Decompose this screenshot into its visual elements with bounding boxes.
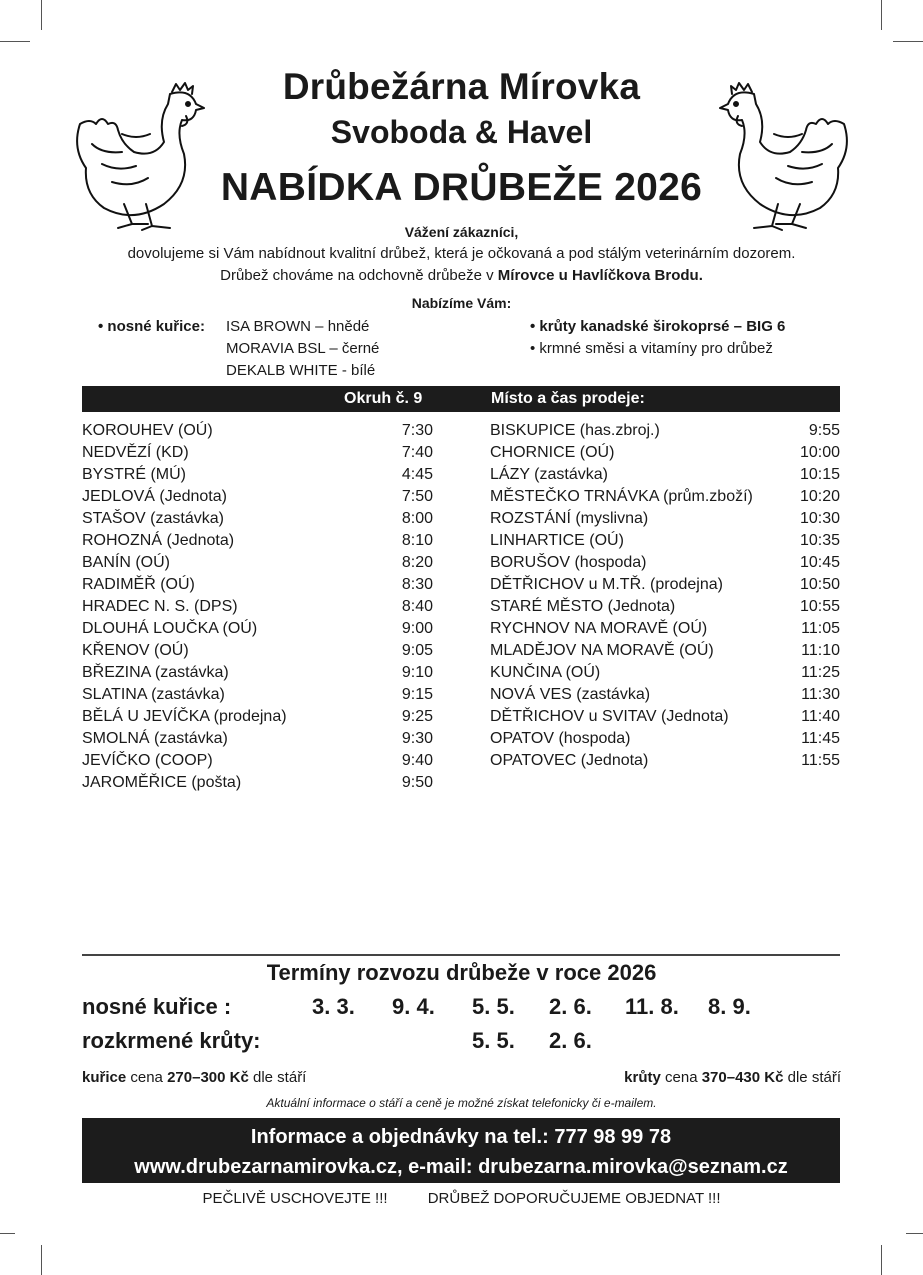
stop-place: LÁZY (zastávka) <box>490 466 608 483</box>
route-stop <box>490 574 840 596</box>
stop-place: BISKUPICE (has.zbroj.) <box>490 422 660 439</box>
stop-time: 9:05 <box>401 642 433 659</box>
route-stop <box>82 486 433 508</box>
stop-time: 4:45 <box>401 466 433 483</box>
stop-place: DĚTŘICHOV u M.TŘ. (prodejna) <box>490 576 723 593</box>
route-stop <box>82 772 433 794</box>
company-owners: Svoboda & Havel <box>330 114 593 150</box>
footer-keep-notice: PEČLIVĚ USCHOVEJTE !!! <box>202 1190 388 1207</box>
stop-place: JEVÍČKO (COOP) <box>82 752 213 769</box>
contact-phone: Informace a objednávky na tel.: 777 98 99 78 <box>250 1126 672 1148</box>
route-stop <box>490 486 840 508</box>
crop-mark <box>0 1233 15 1234</box>
route-stop <box>490 684 840 706</box>
schedule-hens-label: nosné kuřice : <box>82 994 232 1019</box>
route-stop <box>82 728 433 750</box>
stop-place: STAŠOV (zastávka) <box>82 510 224 527</box>
crop-mark <box>881 1245 882 1275</box>
price-hens-name: kuřice <box>82 1069 127 1086</box>
stop-time: 10:45 <box>799 554 840 571</box>
stop-place: MLADĚJOV NA MORAVĚ (OÚ) <box>490 642 714 659</box>
stop-place: KUNČINA (OÚ) <box>490 664 601 681</box>
section-divider <box>82 954 840 956</box>
stop-place: KOROUHEV (OÚ) <box>82 422 213 439</box>
crop-mark <box>906 1233 923 1234</box>
route-stop <box>490 750 840 772</box>
stop-time: 11:25 <box>801 664 840 681</box>
schedule-date: 5. 5. <box>472 994 515 1019</box>
stop-place: DLOUHÁ LOUČKA (OÚ) <box>82 620 258 637</box>
stop-place: NOVÁ VES (zastávka) <box>490 686 651 703</box>
intro-location <box>0 267 923 284</box>
contact-web-email: www.drubezarnamirovka.cz, e-mail: drubezarna.mirovka@seznam.cz <box>134 1156 788 1178</box>
place-time-label: Místo a čas prodeje: <box>491 390 645 407</box>
stop-time: 10:15 <box>799 466 840 483</box>
stop-time: 9:55 <box>808 422 840 439</box>
offer-title: Nabízíme Vám: <box>411 295 512 311</box>
stop-time: 8:30 <box>401 576 433 593</box>
schedule-turkeys-row <box>82 1028 842 1058</box>
route-stop <box>490 552 840 574</box>
stop-place: DĚTŘICHOV u SVITAV (Jednota) <box>490 708 729 725</box>
route-stop <box>82 420 433 442</box>
stop-time: 10:00 <box>799 444 840 461</box>
stop-time: 7:30 <box>401 422 433 439</box>
stop-time: 11:10 <box>801 642 840 659</box>
schedule-title: Termíny rozvozu drůbeže v roce 2026 <box>266 960 657 985</box>
stop-place: STARÉ MĚSTO (Jednota) <box>490 598 676 615</box>
page-title: NABÍDKA DRŮBEŽE 2026 <box>220 166 703 209</box>
price-turkeys-suffix: dle stáří <box>783 1069 841 1086</box>
stop-place: BANÍN (OÚ) <box>82 554 170 571</box>
stop-place: BORUŠOV (hospoda) <box>490 554 647 571</box>
route-stop <box>82 596 433 618</box>
stop-place: RYCHNOV NA MORAVĚ (OÚ) <box>490 620 708 637</box>
route-stop <box>82 552 433 574</box>
price-hens-value: 270–300 Kč <box>167 1069 249 1086</box>
stop-place: MĚSTEČKO TRNÁVKA (prům.zboží) <box>490 488 753 505</box>
stop-time: 9:25 <box>401 708 433 725</box>
stop-place: ROHOZNÁ (Jednota) <box>82 532 235 549</box>
greeting: Vážení zákazníci, <box>404 224 519 240</box>
crop-mark <box>893 41 923 42</box>
intro-location-prefix: Drůbež chováme na odchovně drůbeže v <box>220 267 498 284</box>
schedule-hens-row <box>82 994 842 1024</box>
price-turkeys-mid: cena <box>660 1069 702 1086</box>
route-list-right <box>490 420 840 772</box>
stop-place: BŘEZINA (zastávka) <box>82 664 229 681</box>
route-stop <box>490 662 840 684</box>
route-stop <box>490 508 840 530</box>
price-turkeys-value: 370–430 Kč <box>701 1069 784 1086</box>
route-stop <box>82 640 433 662</box>
route-stop <box>82 442 433 464</box>
stop-time: 8:10 <box>401 532 433 549</box>
stop-time: 11:55 <box>801 752 840 769</box>
schedule-date: 8. 9. <box>708 994 751 1019</box>
stop-place: HRADEC N. S. (DPS) <box>82 598 238 615</box>
offer-hen-breed: DEKALB WHITE - bílé <box>226 362 376 379</box>
schedule-date: 3. 3. <box>312 994 355 1019</box>
intro-location-place: Mírovce u Havlíčkova Brodu. <box>497 267 703 284</box>
stop-place: ROZSTÁNÍ (myslivna) <box>490 510 649 527</box>
offer-hen-breed: MORAVIA BSL – černé <box>226 340 380 357</box>
offer-hen-breed: ISA BROWN – hnědé <box>226 318 370 335</box>
crop-mark <box>881 0 882 30</box>
stop-time: 9:40 <box>401 752 433 769</box>
stop-time: 10:20 <box>799 488 840 505</box>
route-stop <box>82 684 433 706</box>
route-stop <box>490 728 840 750</box>
stop-time: 8:00 <box>401 510 433 527</box>
stop-place: LINHARTICE (OÚ) <box>490 532 624 549</box>
stop-time: 11:40 <box>801 708 840 725</box>
route-list-left <box>82 420 433 794</box>
footer-order-notice: DRŮBEŽ DOPORUČUJEME OBJEDNAT !!! <box>427 1190 721 1207</box>
stop-time: 8:20 <box>401 554 433 571</box>
stop-time: 9:10 <box>401 664 433 681</box>
offer-turkeys: • krůty kanadské širokoprsé – BIG 6 <box>530 318 786 335</box>
schedule-date: 5. 5. <box>472 1028 515 1053</box>
route-stop <box>490 464 840 486</box>
route-stop <box>490 618 840 640</box>
stop-place: JAROMĚŘICE (pošta) <box>82 774 242 791</box>
offer-hens-list <box>226 316 379 382</box>
route-stop <box>82 530 433 552</box>
stop-place: NEDVĚZÍ (KD) <box>82 444 189 461</box>
stop-time: 10:50 <box>799 576 840 593</box>
stop-place: BĚLÁ U JEVÍČKA (prodejna) <box>82 708 287 725</box>
schedule-turkeys-label: rozkrmené krůty: <box>82 1028 261 1053</box>
price-turkeys <box>624 1069 841 1086</box>
route-stop <box>490 706 840 728</box>
price-hens-suffix: dle stáří <box>248 1069 307 1086</box>
stop-place: OPATOV (hospoda) <box>490 730 631 747</box>
price-hens <box>82 1069 306 1086</box>
schedule-date: 9. 4. <box>392 994 435 1019</box>
offer-hens-label: • nosné kuřice: <box>98 318 205 335</box>
route-stop <box>490 640 840 662</box>
stop-time: 9:00 <box>401 620 433 637</box>
stop-place: BYSTRÉ (MÚ) <box>82 466 186 483</box>
route-stop <box>82 662 433 684</box>
stop-time: 11:45 <box>801 730 840 747</box>
route-stop <box>490 442 840 464</box>
schedule-date: 2. 6. <box>549 1028 592 1053</box>
route-stop <box>82 508 433 530</box>
stop-time: 9:15 <box>401 686 433 703</box>
route-stop <box>490 420 840 442</box>
stop-time: 10:30 <box>799 510 840 527</box>
route-stop <box>490 596 840 618</box>
stop-time: 8:40 <box>401 598 433 615</box>
footer <box>0 1190 923 1207</box>
stop-time: 11:30 <box>801 686 840 703</box>
stop-place: RADIMĚŘ (OÚ) <box>82 576 195 593</box>
route-stop <box>82 464 433 486</box>
stop-place: CHORNICE (OÚ) <box>490 444 615 461</box>
offer-feed: • krmné směsi a vitamíny pro drůbež <box>530 340 773 357</box>
stop-time: 9:50 <box>401 774 433 791</box>
stop-time: 9:30 <box>401 730 433 747</box>
contact-bar <box>82 1118 840 1183</box>
price-turkeys-name: krůty <box>624 1069 661 1086</box>
stop-place: OPATOVEC (Jednota) <box>490 752 649 769</box>
stop-place: JEDLOVÁ (Jednota) <box>82 488 227 505</box>
crop-mark <box>0 41 30 42</box>
route-label: Okruh č. 9 <box>344 390 423 407</box>
route-stop <box>490 530 840 552</box>
route-stop <box>82 618 433 640</box>
route-header-bar <box>82 386 840 412</box>
price-hens-mid: cena <box>126 1069 168 1086</box>
route-stop <box>82 574 433 596</box>
route-stop <box>82 706 433 728</box>
schedule-date: 2. 6. <box>549 994 592 1019</box>
stop-place: SMOLNÁ (zastávka) <box>82 730 228 747</box>
stop-time: 10:35 <box>799 532 840 549</box>
crop-mark <box>41 0 42 30</box>
stop-place: SLATINA (zastávka) <box>82 686 225 703</box>
schedule-date: 11. 8. <box>625 994 679 1019</box>
stop-place: KŘENOV (OÚ) <box>82 642 189 659</box>
stop-time: 11:05 <box>801 620 840 637</box>
crop-mark <box>41 1245 42 1275</box>
intro-text: dovolujeme si Vám nabídnout kvalitní drůbež, která je očkovaná a pod stálým veterinárním dozorem. <box>127 245 796 262</box>
stop-time: 7:40 <box>401 444 433 461</box>
stop-time: 10:55 <box>799 598 840 615</box>
company-name: Drůbežárna Mírovka <box>282 66 641 107</box>
stop-time: 7:50 <box>401 488 433 505</box>
price-note: Aktuální informace o stáří a ceně je možné získat telefonicky či e-mailem. <box>266 1096 657 1110</box>
route-stop <box>82 750 433 772</box>
